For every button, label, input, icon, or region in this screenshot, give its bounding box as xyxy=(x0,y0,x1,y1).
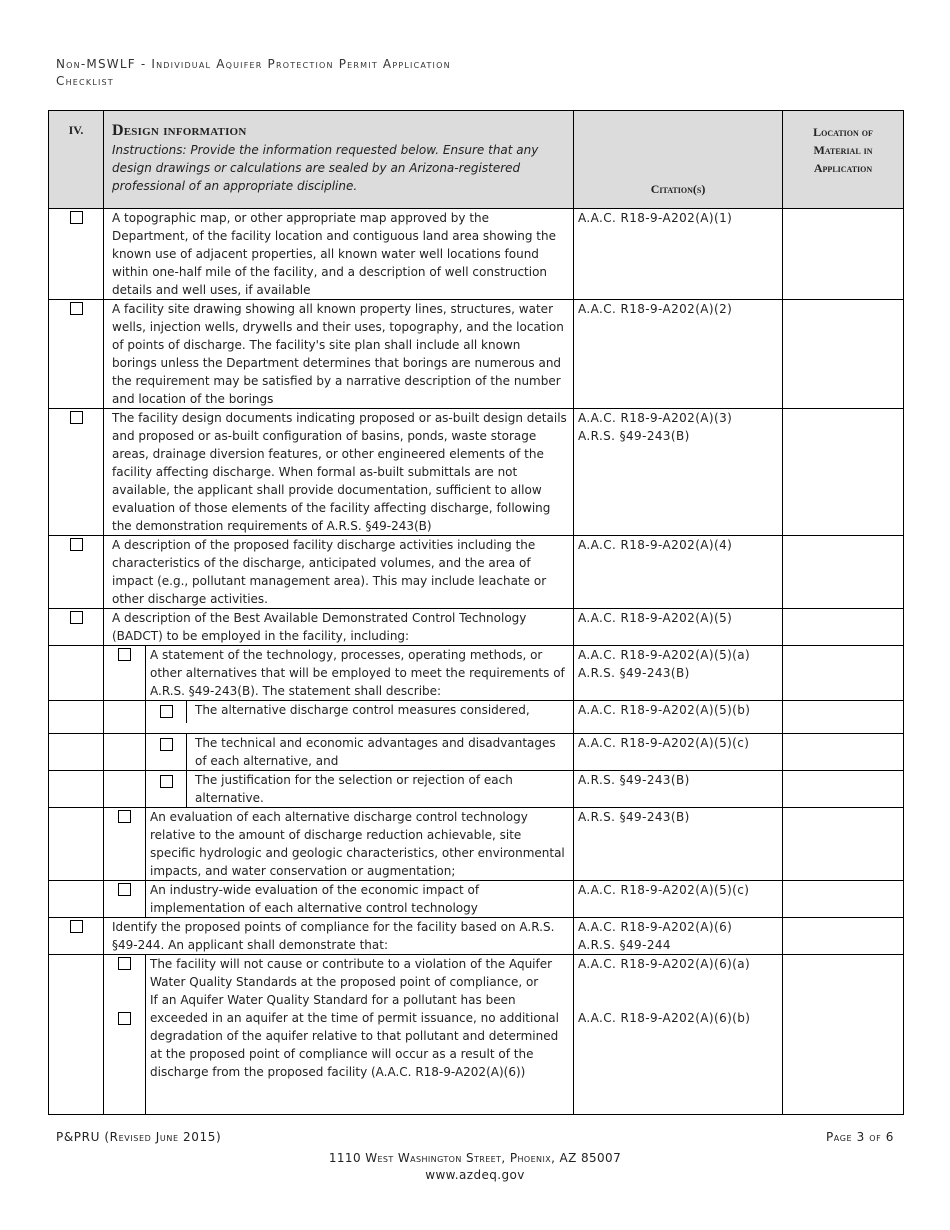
section-title: Design information xyxy=(112,122,247,139)
table-row xyxy=(49,701,904,734)
technology-statement-checkbox[interactable] xyxy=(118,648,131,661)
topographic-map-checkbox[interactable] xyxy=(70,211,83,224)
citation: A.A.C. R18-9-A202(A)(2) xyxy=(578,302,733,316)
location-field[interactable] xyxy=(783,409,904,536)
item-text: Identify the proposed points of compliance for the facility based on A.R.S. §49-244. An applicant shall demonstrate that: xyxy=(104,918,574,955)
item-text: The alternative discharge control measures considered, xyxy=(195,703,530,717)
item-text: The technical and economic advantages and disadvantages of each alternative, and xyxy=(195,736,556,768)
item-text: A facility site drawing showing all known property lines, structures, water wells, injection wells, drywells and their uses, topography, and the location of points of discharge. The facility's site plan shall include all known borings unless the Department determines that borings are numerous and the requirement may be satisfied by a narrative description of the number and location of the borings xyxy=(104,300,574,409)
table-row xyxy=(49,734,904,771)
item-text: A topographic map, or other appropriate map approved by the Department, of the facility location and contiguous land area showing the known use of adjacent properties, all known water well locations found within one-half mile of the facility, and a description of well construction details and well uses, if available xyxy=(104,209,574,300)
section-number: IV. xyxy=(49,111,104,209)
table-row xyxy=(49,808,904,881)
location-field[interactable] xyxy=(783,701,904,734)
location-field[interactable] xyxy=(783,808,904,881)
table-row xyxy=(49,918,904,955)
table-row xyxy=(49,209,904,300)
footer-website[interactable]: www.azdeq.gov xyxy=(425,1168,525,1182)
no-violation-checkbox[interactable] xyxy=(118,957,131,970)
item-citations xyxy=(574,536,783,609)
item-citations xyxy=(574,808,783,881)
footer-address: 1110 West Washington Street, Phoenix, AZ 85007 xyxy=(328,1151,622,1165)
item-citations xyxy=(574,701,783,734)
item-text: The justification for the selection or rejection of each alternative. xyxy=(195,773,513,805)
location-field[interactable] xyxy=(783,209,904,300)
design-information-checklist-table xyxy=(48,110,904,1115)
item-citations xyxy=(574,734,783,771)
header-subtitle: Checklist xyxy=(56,74,114,88)
location-field[interactable] xyxy=(783,300,904,409)
citation: A.A.C. R18-9-A202(A)(1) xyxy=(578,211,733,225)
location-field[interactable] xyxy=(783,918,904,955)
citation: A.R.S. §49-243(B) xyxy=(578,666,690,680)
advantages-disadvantages-checkbox[interactable] xyxy=(160,738,173,751)
citation: A.R.S. §49-243(B) xyxy=(578,773,690,787)
item-citations xyxy=(574,955,783,1115)
selection-justification-checkbox[interactable] xyxy=(160,775,173,788)
item-citations xyxy=(574,609,783,646)
item-citations xyxy=(574,209,783,300)
item-text: The facility will not cause or contribute to a violation of the Aquifer Water Quality Standards at the proposed point of compliance, or xyxy=(150,957,553,989)
item-text: The facility design documents indicating proposed or as-built design details and proposed or as-built configuration of basins, ponds, waste storage areas, drainage diversion features, or other engineered elements of the facility affecting discharge. When formal as-built submittals are not available, the applicant shall provide documentation, sufficient to allow evaluation of those elements of the facility affecting discharge, following the demonstration requirements of A.R.S. §49-243(B) xyxy=(104,409,574,536)
citation: A.A.C. R18-9-A202(A)(4) xyxy=(578,538,733,552)
points-of-compliance-checkbox[interactable] xyxy=(70,920,83,933)
footer-revision: P&PRU (Revised June 2015) xyxy=(56,1130,222,1144)
item-citations xyxy=(574,646,783,701)
no-additional-degradation-checkbox[interactable] xyxy=(118,1012,131,1025)
footer-contact xyxy=(0,1150,950,1184)
location-field[interactable] xyxy=(783,955,904,1115)
page-header xyxy=(56,56,451,90)
table-row xyxy=(49,609,904,646)
section-heading xyxy=(104,111,574,209)
alternatives-considered-checkbox[interactable] xyxy=(160,705,173,718)
citation: A.R.S. §49-243(B) xyxy=(578,810,690,824)
citation: A.A.C. R18-9-A202(A)(6)(a) xyxy=(578,957,751,971)
item-text: A description of the Best Available Demonstrated Control Technology (BADCT) to be employed in the facility, including: xyxy=(104,609,574,646)
item-text: A statement of the technology, processes, operating methods, or other alternatives that will be employed to meet the requirements of A.R.S. §49-243(B). The statement shall describe: xyxy=(146,646,574,701)
location-field[interactable] xyxy=(783,536,904,609)
citation: A.A.C. R18-9-A202(A)(6)(b) xyxy=(578,1011,751,1025)
location-header-line-3: Application xyxy=(813,161,873,175)
discharge-activities-checkbox[interactable] xyxy=(70,538,83,551)
table-row xyxy=(49,955,904,1115)
citation: A.A.C. R18-9-A202(A)(5) xyxy=(578,611,733,625)
item-citations xyxy=(574,918,783,955)
location-field[interactable] xyxy=(783,734,904,771)
alternative-evaluation-checkbox[interactable] xyxy=(118,810,131,823)
location-field[interactable] xyxy=(783,609,904,646)
table-header-row xyxy=(49,111,904,209)
citation: A.A.C. R18-9-A202(A)(5)(c) xyxy=(578,883,750,897)
location-header-line-1: Location of xyxy=(813,125,873,139)
economic-impact-checkbox[interactable] xyxy=(118,883,131,896)
item-citations xyxy=(574,771,783,808)
item-citations xyxy=(574,300,783,409)
badct-description-checkbox[interactable] xyxy=(70,611,83,624)
citation: A.A.C. R18-9-A202(A)(5)(b) xyxy=(578,703,751,717)
item-citations xyxy=(574,409,783,536)
location-header-line-2: Material in xyxy=(813,143,873,157)
item-text: If an Aquifer Water Quality Standard for a pollutant has been exceeded in an aquifer at the time of permit issuance, no additional degradation of the aquifer relative to that pollutant and determined at the proposed point of compliance will occur as a result of the discharge from the proposed facility (A.A.C. R18-9-A202(A)(6)) xyxy=(150,993,559,1079)
citation: A.A.C. R18-9-A202(A)(3) xyxy=(578,411,733,425)
header-title: Non-MSWLF - Individual Aquifer Protection Permit Application xyxy=(56,57,451,71)
item-text: An industry-wide evaluation of the economic impact of implementation of each alternative control technology xyxy=(146,881,574,918)
table-row xyxy=(49,536,904,609)
citation: A.A.C. R18-9-A202(A)(5)(a) xyxy=(578,648,751,662)
section-instructions: Instructions: Provide the information requested below. Ensure that any design drawings or calculations are sealed by an Arizona-registered professional of an appropriate discipline. xyxy=(112,143,539,193)
table-row xyxy=(49,771,904,808)
location-field[interactable] xyxy=(783,881,904,918)
citations-header: Citation(s) xyxy=(574,111,783,209)
location-field[interactable] xyxy=(783,771,904,808)
citation: A.A.C. R18-9-A202(A)(6) xyxy=(578,920,733,934)
item-text: A description of the proposed facility discharge activities including the characteristics of the discharge, anticipated volumes, and the area of impact (e.g., pollutant management area). This may include leachate or other discharge activities. xyxy=(104,536,574,609)
site-drawing-checkbox[interactable] xyxy=(70,302,83,315)
item-citations xyxy=(574,881,783,918)
table-row xyxy=(49,409,904,536)
table-row xyxy=(49,300,904,409)
table-row xyxy=(49,646,904,701)
location-field[interactable] xyxy=(783,646,904,701)
design-documents-checkbox[interactable] xyxy=(70,411,83,424)
citation: A.A.C. R18-9-A202(A)(5)(c) xyxy=(578,736,750,750)
citation: A.R.S. §49-243(B) xyxy=(578,429,690,443)
footer-page-number: Page 3 of 6 xyxy=(825,1130,894,1144)
item-text: An evaluation of each alternative discharge control technology relative to the amount of discharge reduction achievable, site specific hydrologic and geologic characteristics, other environmental impacts, and water conservation or augmentation; xyxy=(146,808,574,881)
citation: A.R.S. §49-244 xyxy=(578,938,671,952)
table-row xyxy=(49,881,904,918)
location-header xyxy=(783,111,904,209)
